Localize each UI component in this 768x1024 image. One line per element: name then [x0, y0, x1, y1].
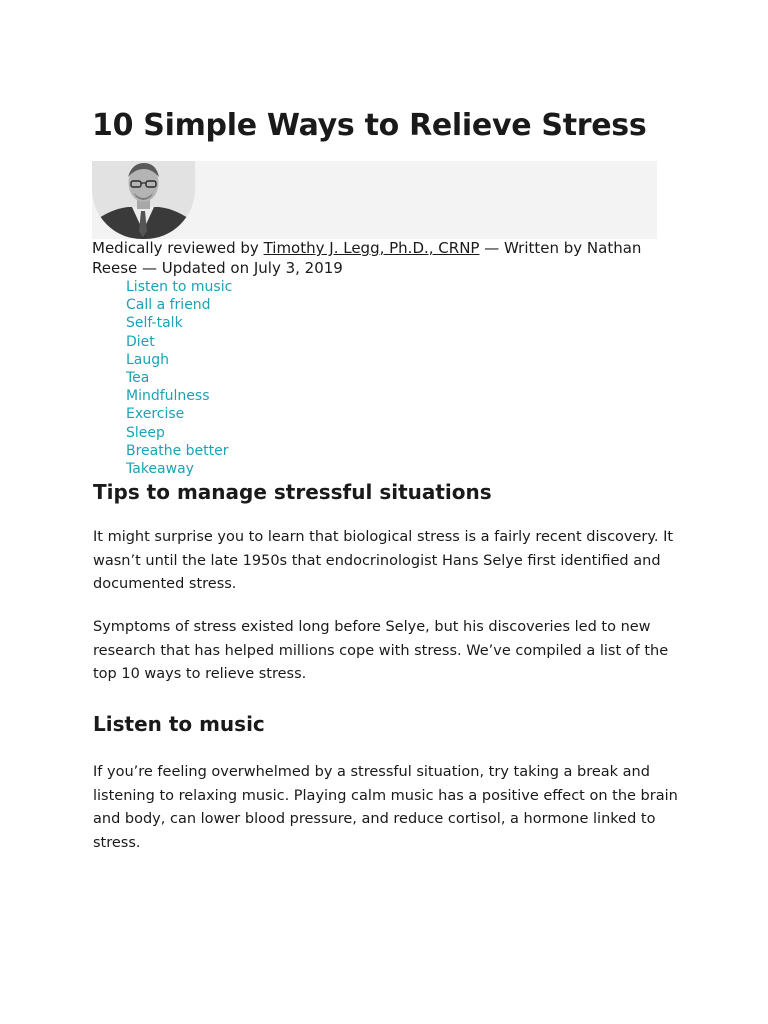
toc-item-breathe-better[interactable]: Breathe better — [126, 442, 229, 459]
toc-item-call-a-friend[interactable]: Call a friend — [126, 297, 211, 314]
toc-item-diet[interactable]: Diet — [126, 333, 155, 350]
table-of-contents — [126, 278, 232, 478]
page-title: 10 Simple Ways to Relieve Stress — [92, 108, 647, 143]
reviewed-by-label: Medically reviewed by — [92, 239, 264, 257]
toc-item-mindfulness[interactable]: Mindfulness — [126, 388, 210, 405]
paragraph-tips-1: It might surprise you to learn that biological stress is a fairly recent discovery. It wasn’t until the late 1950s that endocrinologist Hans Selye first identified and documented stress. — [93, 529, 674, 592]
toc-item-exercise[interactable]: Exercise — [126, 406, 185, 423]
toc-item-self-talk[interactable]: Self-talk — [126, 315, 183, 332]
section-heading-tips: Tips to manage stressful situations — [93, 480, 492, 504]
paragraph-tips-2: Symptoms of stress existed long before Selye, but his discoveries led to new research that has helped millions cope with stress. We’ve compiled a list of the top 10 ways to relieve stress. — [93, 619, 669, 682]
reviewer-link[interactable]: Timothy J. Legg, Ph.D., CRNP — [263, 239, 480, 257]
written-by-text: — Written by Nathan Reese — Updated on July 3, 2019 — [92, 239, 642, 277]
toc-item-tea[interactable]: Tea — [126, 370, 150, 387]
reviewer-banner — [92, 161, 657, 239]
section-heading-listen-to-music: Listen to music — [93, 712, 265, 736]
toc-item-laugh[interactable]: Laugh — [126, 351, 170, 368]
byline — [92, 238, 657, 278]
paragraph-music-1: If you’re feeling overwhelmed by a stressful situation, try taking a break and listening to relaxing music. Playing calm music has a positive effect on the brain and body, can lower blood pressure, and reduce cortisol, a hormone linked to stress. — [93, 764, 678, 851]
toc-item-sleep[interactable]: Sleep — [126, 424, 165, 441]
toc-item-listen-to-music[interactable]: Listen to music — [126, 279, 233, 295]
toc-item-takeaway[interactable]: Takeaway — [126, 461, 194, 478]
avatar[interactable] — [92, 161, 195, 239]
